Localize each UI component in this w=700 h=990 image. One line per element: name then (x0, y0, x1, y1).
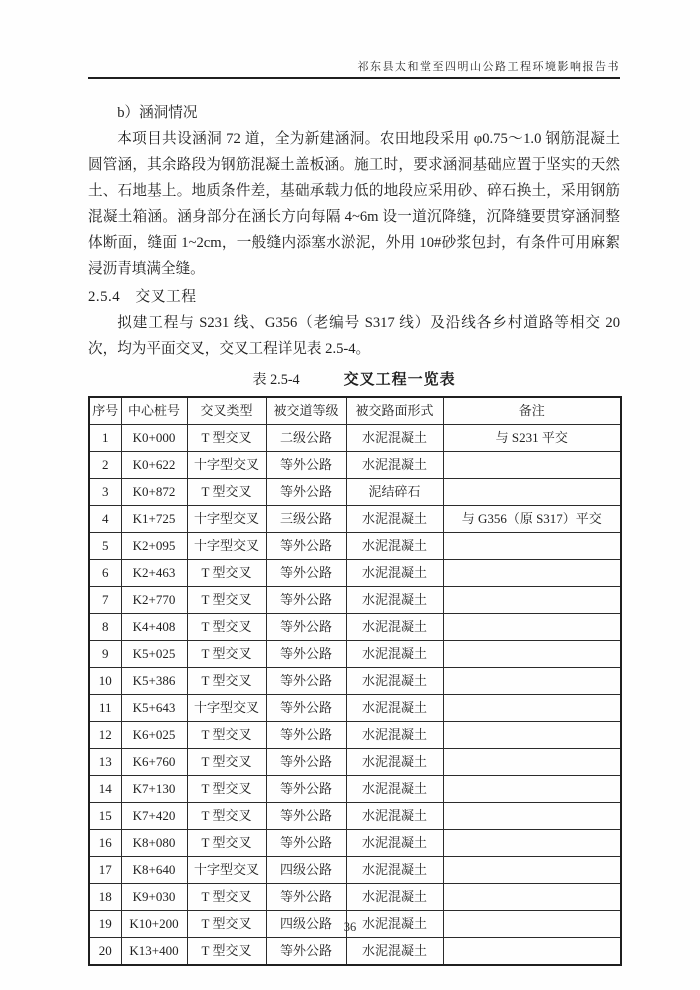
table-cell: 等外公路 (266, 479, 346, 506)
table-cell: 等外公路 (266, 587, 346, 614)
header-rule (88, 77, 620, 79)
table-row (89, 884, 621, 911)
table-cell: 泥结碎石 (346, 479, 443, 506)
table-cell: T 型交叉 (187, 749, 266, 776)
table-cell: 等外公路 (266, 641, 346, 668)
table-cell: 12 (89, 722, 121, 749)
table-cell: 四级公路 (266, 857, 346, 884)
table-cell: T 型交叉 (187, 722, 266, 749)
table-caption-title: 交叉工程一览表 (343, 371, 456, 388)
subsection-b-heading: b）涵洞情况 (117, 105, 198, 121)
table-row (89, 938, 621, 966)
page-content (88, 100, 620, 966)
table-cell: 16 (89, 830, 121, 857)
table-cell: K8+080 (121, 830, 187, 857)
table-cell: 等外公路 (266, 560, 346, 587)
table-cell: 水泥混凝土 (346, 668, 443, 695)
table-cell: 水泥混凝土 (346, 830, 443, 857)
table-cell: 与 S231 平交 (443, 425, 621, 452)
column-header-road-grade: 被交道等级 (266, 397, 346, 425)
table-cell: 十字型交叉 (187, 533, 266, 560)
table-row (89, 506, 621, 533)
table-row (89, 749, 621, 776)
table-cell: 等外公路 (266, 533, 346, 560)
table-cell: 水泥混凝土 (346, 587, 443, 614)
table-cell: 等外公路 (266, 884, 346, 911)
table-cell: K13+400 (121, 938, 187, 966)
table-cell: 水泥混凝土 (346, 857, 443, 884)
table-cell (443, 479, 621, 506)
crossing-paragraph: 拟建工程与 S231 线、G356（老编号 S317 线）及沿线各乡村道路等相交 20 次，均为平面交叉，交叉工程详见表 2.5-4。 (88, 315, 620, 357)
column-header-cross-type: 交叉类型 (187, 397, 266, 425)
table-cell: K7+130 (121, 776, 187, 803)
page-number: 36 (343, 920, 357, 934)
table-cell (443, 695, 621, 722)
table-cell: K6+025 (121, 722, 187, 749)
table-cell: 等外公路 (266, 668, 346, 695)
table-cell: K7+420 (121, 803, 187, 830)
table-row (89, 776, 621, 803)
table-caption-label: 表 2.5-4 (252, 372, 300, 388)
table-caption (88, 369, 620, 391)
table-cell: T 型交叉 (187, 938, 266, 966)
table-cell: T 型交叉 (187, 560, 266, 587)
table-cell: 水泥混凝土 (346, 506, 443, 533)
table-cell: 水泥混凝土 (346, 695, 443, 722)
table-cell (443, 803, 621, 830)
table-header-row (89, 397, 621, 425)
table-row (89, 857, 621, 884)
table-cell: 2 (89, 452, 121, 479)
table-cell: 十字型交叉 (187, 695, 266, 722)
table-cell (443, 884, 621, 911)
table-cell: 7 (89, 587, 121, 614)
table-cell (443, 533, 621, 560)
table-cell: 十字型交叉 (187, 452, 266, 479)
table-cell: 与 G356（原 S317）平交 (443, 506, 621, 533)
table-cell: 四级公路 (266, 911, 346, 938)
table-cell: 等外公路 (266, 938, 346, 966)
table-cell: K0+622 (121, 452, 187, 479)
section-heading-2-5-4: 2.5.4 交叉工程 (88, 289, 197, 305)
table-cell: K8+640 (121, 857, 187, 884)
table-cell: K5+386 (121, 668, 187, 695)
column-header-remark: 备注 (443, 397, 621, 425)
table-cell: 9 (89, 641, 121, 668)
table-cell: 等外公路 (266, 749, 346, 776)
table-row (89, 695, 621, 722)
table-cell: K0+872 (121, 479, 187, 506)
table-cell: K2+095 (121, 533, 187, 560)
table-cell: 11 (89, 695, 121, 722)
table-row (89, 425, 621, 452)
table-cell (443, 668, 621, 695)
table-cell: K5+643 (121, 695, 187, 722)
column-header-stake: 中心桩号 (121, 397, 187, 425)
table-cell: 水泥混凝土 (346, 533, 443, 560)
table-cell: 20 (89, 938, 121, 966)
table-cell: 水泥混凝土 (346, 641, 443, 668)
table-cell (443, 857, 621, 884)
table-cell: 6 (89, 560, 121, 587)
table-cell: K2+463 (121, 560, 187, 587)
table-cell (443, 722, 621, 749)
table-cell: 水泥混凝土 (346, 614, 443, 641)
table-cell: 4 (89, 506, 121, 533)
table-cell: 等外公路 (266, 830, 346, 857)
table-cell: 17 (89, 857, 121, 884)
table-row (89, 452, 621, 479)
table-cell: 水泥混凝土 (346, 884, 443, 911)
table-cell (443, 830, 621, 857)
table-cell: T 型交叉 (187, 614, 266, 641)
table-cell: T 型交叉 (187, 425, 266, 452)
table-cell: K0+000 (121, 425, 187, 452)
table-cell: K6+760 (121, 749, 187, 776)
table-cell: T 型交叉 (187, 803, 266, 830)
table-row (89, 803, 621, 830)
table-cell: 3 (89, 479, 121, 506)
table-row (89, 641, 621, 668)
table-cell: 水泥混凝土 (346, 452, 443, 479)
table-cell: 等外公路 (266, 776, 346, 803)
running-header-title: 祁东县太和堂至四明山公路工程环境影响报告书 (357, 61, 620, 73)
table-cell (443, 452, 621, 479)
table-cell: T 型交叉 (187, 884, 266, 911)
table-cell: T 型交叉 (187, 479, 266, 506)
crossing-works-table (88, 396, 622, 966)
table-cell: 14 (89, 776, 121, 803)
table-cell: 水泥混凝土 (346, 722, 443, 749)
table-cell: 水泥混凝土 (346, 938, 443, 966)
table-cell: T 型交叉 (187, 911, 266, 938)
table-cell: 二级公路 (266, 425, 346, 452)
table-cell: K5+025 (121, 641, 187, 668)
table-cell: 三级公路 (266, 506, 346, 533)
table-cell: 10 (89, 668, 121, 695)
table-cell (443, 614, 621, 641)
table-row (89, 614, 621, 641)
column-header-index: 序号 (89, 397, 121, 425)
table-row (89, 479, 621, 506)
table-cell: 等外公路 (266, 803, 346, 830)
table-row (89, 560, 621, 587)
table-cell (443, 938, 621, 966)
table-cell: 等外公路 (266, 614, 346, 641)
table-row (89, 830, 621, 857)
table-cell (443, 560, 621, 587)
table-cell: 8 (89, 614, 121, 641)
table-cell: 水泥混凝土 (346, 803, 443, 830)
table-cell: 等外公路 (266, 452, 346, 479)
table-cell (443, 587, 621, 614)
table-cell (443, 749, 621, 776)
table-cell: T 型交叉 (187, 641, 266, 668)
table-cell (443, 641, 621, 668)
table-row (89, 722, 621, 749)
table-cell (443, 776, 621, 803)
culvert-paragraph: 本项目共设涵洞 72 道，全为新建涵洞。农田地段采用 φ0.75～1.0 钢筋混凝土圆管涵，其余路段为钢筋混凝土盖板涵。施工时，要求涵洞基础应置于坚实的天然土、石地基上。地质条件差，基础承载力低的地段应采用砂、碎石换土，采用钢筋混凝土箱涵。涵身部分在涵长方向每隔 4~6m 设一道沉降缝，沉降缝要贯穿涵洞整体断面，缝面 1~2cm，一般缝内添塞水淤泥，外用 10#砂浆包封，有条件可用麻絮浸沥青填满全缝。 (88, 131, 620, 277)
crossing-table-body (89, 425, 621, 966)
table-cell: T 型交叉 (187, 776, 266, 803)
table-cell: 15 (89, 803, 121, 830)
table-cell: 19 (89, 911, 121, 938)
table-cell: K10+200 (121, 911, 187, 938)
table-row (89, 587, 621, 614)
table-cell: K1+725 (121, 506, 187, 533)
table-cell: 等外公路 (266, 722, 346, 749)
table-cell: 1 (89, 425, 121, 452)
table-cell: 13 (89, 749, 121, 776)
column-header-surface-type: 被交路面形式 (346, 397, 443, 425)
table-cell: 十字型交叉 (187, 857, 266, 884)
table-cell: T 型交叉 (187, 830, 266, 857)
table-cell: 十字型交叉 (187, 506, 266, 533)
table-cell: 水泥混凝土 (346, 776, 443, 803)
table-cell: K2+770 (121, 587, 187, 614)
table-cell: 等外公路 (266, 695, 346, 722)
table-cell: T 型交叉 (187, 587, 266, 614)
table-row (89, 668, 621, 695)
table-row (89, 533, 621, 560)
table-cell: 水泥混凝土 (346, 425, 443, 452)
table-cell: 水泥混凝土 (346, 911, 443, 938)
table-cell: 水泥混凝土 (346, 560, 443, 587)
table-cell: T 型交叉 (187, 668, 266, 695)
table-cell: K9+030 (121, 884, 187, 911)
table-cell: K4+408 (121, 614, 187, 641)
table-cell: 18 (89, 884, 121, 911)
table-cell: 5 (89, 533, 121, 560)
table-cell: 水泥混凝土 (346, 749, 443, 776)
